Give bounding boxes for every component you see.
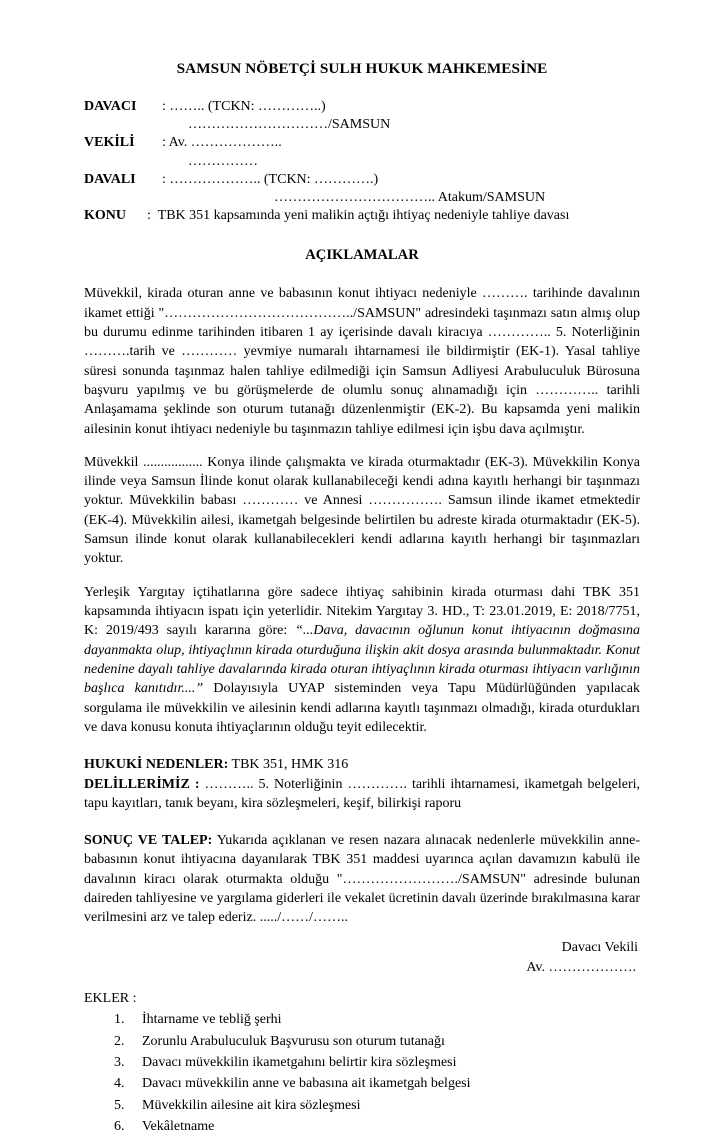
evidence-line <box>84 775 640 814</box>
party-continuation-vekili: …………… <box>188 153 258 169</box>
legal-grounds-value: TBK 351, HMK 316 <box>228 757 349 773</box>
paragraph-3 <box>84 583 640 738</box>
conclusion-paragraph <box>84 831 640 928</box>
paragraph-1: Müvekkil, kirada oturan anne ve babasının konut ihtiyacı nedeniyle ………. tarihinde davalının ikamet ettiği "…………………………………../SAMSUN" adresindeki taşınmazı satın almış olup bu durumu edinme tarihinden itibaren 1 ay içerisinde davalı kiracıya ………….. 5. Noterliğinin ……….tarih ve ………… yevmiye numaralı ihtarnamesi ile bildirmiştir (EK-1). Yasal tahliye süresi sonunda taşınmaz halen tahliye edilmediği için Samsun Adliyesi Arabuluculuk Bürosuna başvuru yapılmış ve bu görüşmelerde de olumlu sonuç alınamadığı için ………….. tarihli Anlaşamama şeklinde son oturum tutanağı düzenlenmiştir (EK-2). Bu kapsamda yeni malikin ailesinin konut ihtiyacı nedeniyle bu taşınmazın tahliye edilmesi için işbu dava açılmıştır. <box>84 286 640 437</box>
party-value-vekili: : Av. ……………….. <box>162 135 282 151</box>
party-value-davali: : ……………….. (TCKN: ………….) <box>162 171 379 187</box>
paragraph-3-lead: Yerleşik Yargıtay içtihatlarına göre sadece ihtiyaç sahibinin kirada oturması dahi TBK 351 kapsamında ihtiyacın ispatı için yeterlidir. Nitekim Yargıtay 3. HD., T: 23.01.2019, E: 2018/7751, K: 2019/493 sayılı kararına göre: <box>84 584 640 639</box>
signature-block <box>84 938 640 978</box>
list-item: 5. Müvekkilin ailesine ait kira sözleşmesi <box>128 1095 640 1116</box>
list-item: 2. Zorunlu Arabuluculuk Başvurusu son oturum tutanağı <box>128 1031 640 1052</box>
evidence-value: ……….. 5. Noterliğinin …………. tarihli ihtarnamesi, ikametgah belgeleri, tapu kayıtları, tanık beyanı, kira sözleşmeleri, keşif, bilirkişi raporu <box>84 776 641 811</box>
party-row-davaci <box>84 98 640 116</box>
parties-block <box>84 98 640 225</box>
document-body <box>84 0 640 1137</box>
attachments-list <box>84 1009 640 1137</box>
conclusion-label: SONUÇ VE TALEP: <box>84 833 213 849</box>
paragraph-3-tail: Dolayısıyla UYAP sisteminden veya Tapu Müdürlüğünden yapılacak sorgulama ile müvekkilin ve ailesinin kendi adlarına kayıtlı taşınmazı olmadığı, kirada oturdukları ve dava konusu konuta ihtiyaçlarının olduğu teyit edilecektir. <box>84 681 640 735</box>
party-label-davali: DAVALI <box>84 171 136 187</box>
list-item: 6. Vekâletname <box>128 1116 640 1137</box>
list-item: 4. Davacı müvekkilin anne ve babasına ait ikametgah belgesi <box>128 1073 640 1094</box>
party-label-davaci: DAVACI <box>84 99 137 114</box>
party-row-davali <box>84 171 640 189</box>
party-value-konu: : TBK 351 kapsamında yeni malikin açtığı ihtiyaç nedeniyle tahliye davası <box>147 208 570 224</box>
conclusion-block <box>84 831 640 928</box>
party-continuation-davaci: …………………………/SAMSUN <box>188 117 391 133</box>
signature-name-line: Av. ………………. <box>526 959 636 975</box>
party-value-davaci: : …….. (TCKN: …………..) <box>162 99 326 114</box>
party-row-vekili <box>84 134 640 152</box>
legal-grounds-line <box>84 755 640 774</box>
list-item: 3. Davacı müvekkilin ikametgahını belirtir kira sözleşmesi <box>128 1052 640 1073</box>
signature-role: Davacı Vekili <box>561 939 638 955</box>
party-label-konu: KONU <box>84 208 126 224</box>
evidence-label: DELİLLERİMİZ : <box>84 776 200 792</box>
list-item: 1. İhtarname ve tebliğ şerhi <box>128 1009 640 1030</box>
party-continuation-davali: …………………………….. Atakum/SAMSUN <box>274 189 546 205</box>
legal-block <box>84 755 640 813</box>
party-label-vekili: VEKİLİ <box>84 135 135 151</box>
paragraph-3-court-quote: “...Dava, davacının oğlunun konut ihtiyacının doğmasına dayanmakta olup, ihtiyaçlının kirada oturduğuna ilişkin akit dosya arasında bulunmaktadır. Konut nedenine dayalı tahliye davalarında kirada oturan ihtiyaçlının kirada oturması ihtiyacın varlığının başlıca kanıtıdır....” <box>84 623 641 697</box>
legal-grounds-label: HUKUKİ NEDENLER: <box>84 757 229 773</box>
page-title: SAMSUN NÖBETÇİ SULH HUKUK MAHKEMESİNE <box>176 60 548 77</box>
attachments-heading: EKLER : <box>84 991 137 1007</box>
section-heading-aciklamalar: AÇIKLAMALAR <box>305 247 419 264</box>
party-row-konu <box>84 207 640 225</box>
conclusion-text: Yukarıda açıklanan ve resen nazara alınacak nedenlerle müvekkilin anne-babasının konut ihtiyacına dayanılarak TBK 351 maddesi uyarınca açılan davamızın kabulü ile davalının kiracı olarak oturmakta olduğu "……………………./SAMSUN" adresinde bulunan daireden tahliyesine ve yargılama giderleri ile vekalet ücretinin davalı üzerinde bırakılmasına karar verilmesini arz ve talep ederiz. ...../……/…….. <box>84 833 641 926</box>
paragraph-2: Müvekkil ................. Konya ilinde çalışmakta ve kirada oturmaktadır (EK-3). Müvekkilin Konya ilinde veya Samsun İlinde konut olarak kullanabileceği kendi adına kayıtlı herhangi bir taşınmazı yoktur. Müvekkilin babası ………… ve Annesi ……………. Samsun ilinde ikamet etmektedir (EK-4). Müvekkilin ailesi, ikametgah belgesinde belirtilen bu adreste kirada oturmaktadır (EK-5). Samsun ilinde konut olarak kullanabilecekleri kendi adlarına kayıtlı herhangi bir taşınmazları yoktur. <box>84 454 640 567</box>
